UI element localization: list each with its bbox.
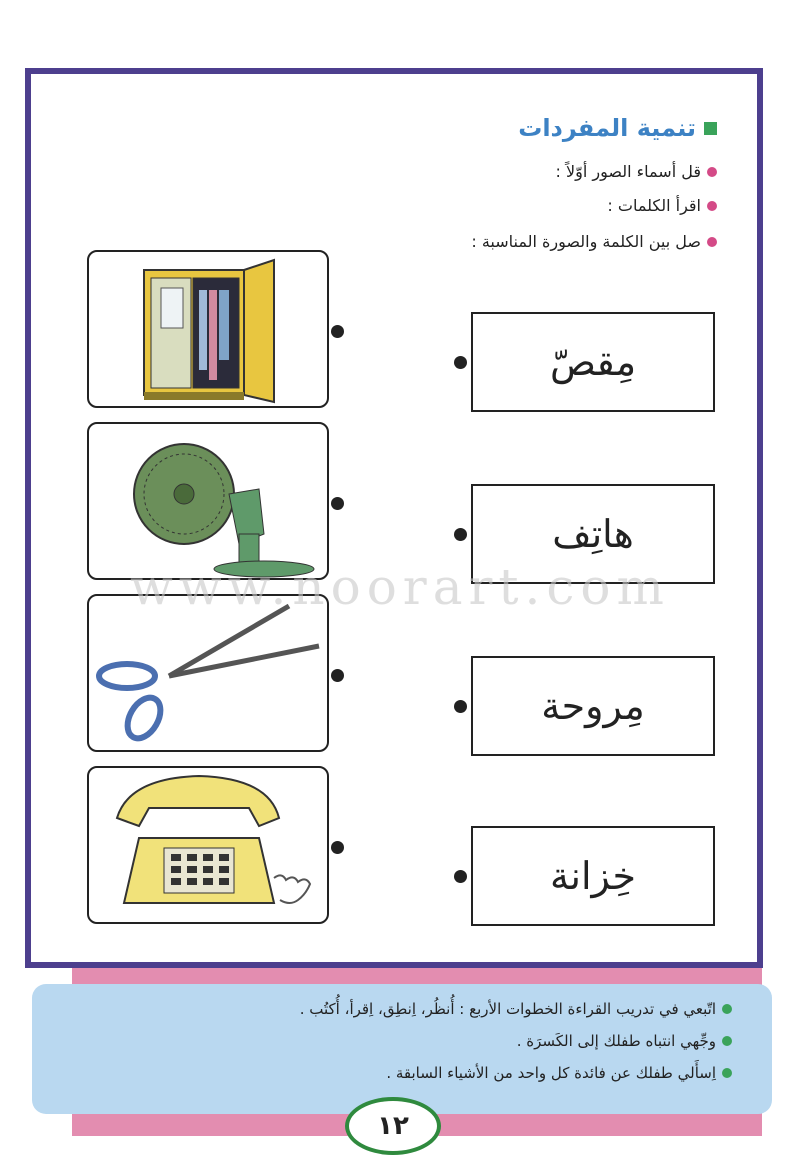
parent-note-2: وجِّهي انتباه طفلك إلى الكَسرَة .	[517, 1032, 732, 1050]
bullet-icon	[722, 1068, 732, 1078]
instruction-3: صل بين الكلمة والصورة المناسبة :	[471, 232, 717, 251]
picture-connector-dot[interactable]	[331, 669, 344, 682]
parent-note-1: اتّبعي في تدريب القراءة الخطوات الأربع : أُنظُر، اِنطِق، اِقرأ، أُكتُب .	[300, 1000, 732, 1018]
bullet-icon	[722, 1036, 732, 1046]
fan-icon	[89, 424, 327, 578]
word-connector-dot[interactable]	[454, 356, 467, 369]
wardrobe-icon	[89, 252, 327, 406]
scissors-icon	[89, 596, 327, 750]
picture-scissors[interactable]	[87, 594, 329, 752]
bullet-icon	[722, 1004, 732, 1014]
instruction-1: قل أسماء الصور أوّلاً :	[556, 162, 717, 181]
page-number: ١٢	[345, 1097, 441, 1155]
parent-notes-panel	[32, 984, 772, 1114]
word-box-4[interactable]: خِزانة	[471, 826, 715, 926]
word-connector-dot[interactable]	[454, 700, 467, 713]
title-text: تنمية المفردات	[518, 114, 696, 142]
picture-wardrobe[interactable]	[87, 250, 329, 408]
picture-connector-dot[interactable]	[331, 497, 344, 510]
word-connector-dot[interactable]	[454, 528, 467, 541]
parent-note-3: اِسأَلي طفلك عن فائدة كل واحد من الأشياء السابقة .	[386, 1064, 732, 1082]
picture-fan[interactable]	[87, 422, 329, 580]
picture-connector-dot[interactable]	[331, 325, 344, 338]
instruction-2: اقرأ الكلمات :	[607, 196, 717, 215]
bullet-icon	[707, 237, 717, 247]
picture-telephone[interactable]	[87, 766, 329, 924]
word-connector-dot[interactable]	[454, 870, 467, 883]
title-square-icon	[704, 122, 717, 135]
bullet-icon	[707, 201, 717, 211]
watermark: www.noorart.com	[130, 558, 670, 616]
word-box-3[interactable]: مِروحة	[471, 656, 715, 756]
exercise-frame	[25, 68, 763, 968]
word-box-1[interactable]: مِقصّ	[471, 312, 715, 412]
telephone-icon	[89, 768, 327, 922]
word-box-2[interactable]: هاتِف	[471, 484, 715, 584]
bullet-icon	[707, 167, 717, 177]
section-title	[518, 114, 717, 142]
picture-connector-dot[interactable]	[331, 841, 344, 854]
